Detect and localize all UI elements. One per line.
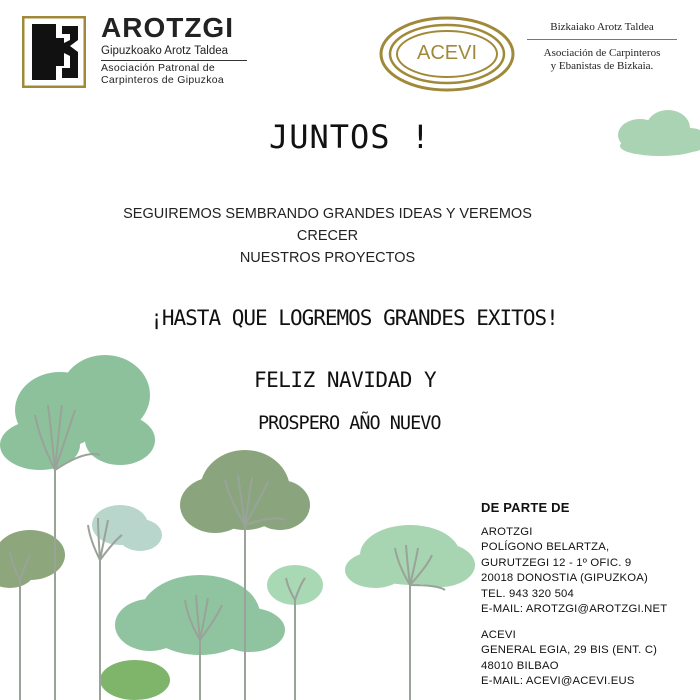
acevi-address-line2: 48010 BILBAO	[481, 659, 559, 672]
arotzgi-logo-icon	[22, 16, 86, 88]
feliz-navidad-text: FELIZ NAVIDAD Y	[254, 368, 437, 392]
acevi-association	[527, 47, 677, 73]
arotzgi-subtitle: Gipuzkoako Arotz Taldea	[101, 45, 229, 57]
message-line2: CRECER	[296, 228, 359, 244]
arotzgi-contact	[481, 525, 696, 618]
acevi-contact	[481, 628, 696, 690]
acevi-email: E-MAIL: ACEVI@ACEVI.EUS	[481, 675, 635, 687]
arotzgi-address-line1: POLÍGONO BELARTZA,	[481, 541, 610, 553]
acevi-line3: y Ebanistas de Bizkaia.	[550, 60, 654, 72]
hasta-text: ¡HASTA QUE LOGREMOS GRANDES EXITOS!	[150, 306, 558, 330]
juntos-heading: JUNTOS !	[268, 118, 432, 156]
acevi-logo-text: ACEVI	[416, 42, 478, 64]
acevi-divider	[527, 39, 677, 40]
contact-heading: DE PARTE DE	[481, 500, 570, 515]
arotzgi-email: E-MAIL: AROTZGI@AROTZGI.NET	[481, 603, 668, 615]
tree-bottom-small	[100, 660, 170, 700]
arotzgi-contact-name: AROTZGI	[481, 525, 533, 538]
tree-left-big	[0, 355, 155, 470]
arotzgi-association	[101, 62, 224, 86]
contact-block	[481, 500, 696, 690]
arotzgi-name: AROTZGI	[101, 12, 234, 43]
message-line3: NUESTROS PROYECTOS	[239, 250, 416, 266]
acevi-contact-name: ACEVI	[481, 628, 516, 641]
acevi-line2: Asociación de Carpinteros	[543, 47, 661, 59]
prospero-ano-nuevo-text: PROSPERO AÑO NUEVO	[258, 413, 441, 434]
acevi-basque-name: Bizkaiako Arotz Taldea	[550, 21, 654, 33]
arotzgi-divider	[101, 60, 247, 61]
arotzgi-assoc-line2: Carpinteros de Gipuzkoa	[101, 74, 225, 86]
arotzgi-address-line2: GURUTZEGI 12 - 1º OFIC. 9	[481, 556, 632, 569]
message-text	[80, 203, 575, 269]
arotzgi-assoc-line1: Asociación Patronal de	[101, 62, 215, 74]
acevi-address-line1: GENERAL EGIA, 29 BIS (ENT. C)	[481, 644, 658, 656]
arotzgi-phone: TEL. 943 320 504	[481, 587, 575, 600]
arotzgi-address-line3: 20018 DONOSTIA (GIPUZKOA)	[481, 572, 648, 584]
message-line1: SEGUIREMOS SEMBRANDO GRANDES IDEAS Y VEREMOS	[123, 206, 532, 222]
